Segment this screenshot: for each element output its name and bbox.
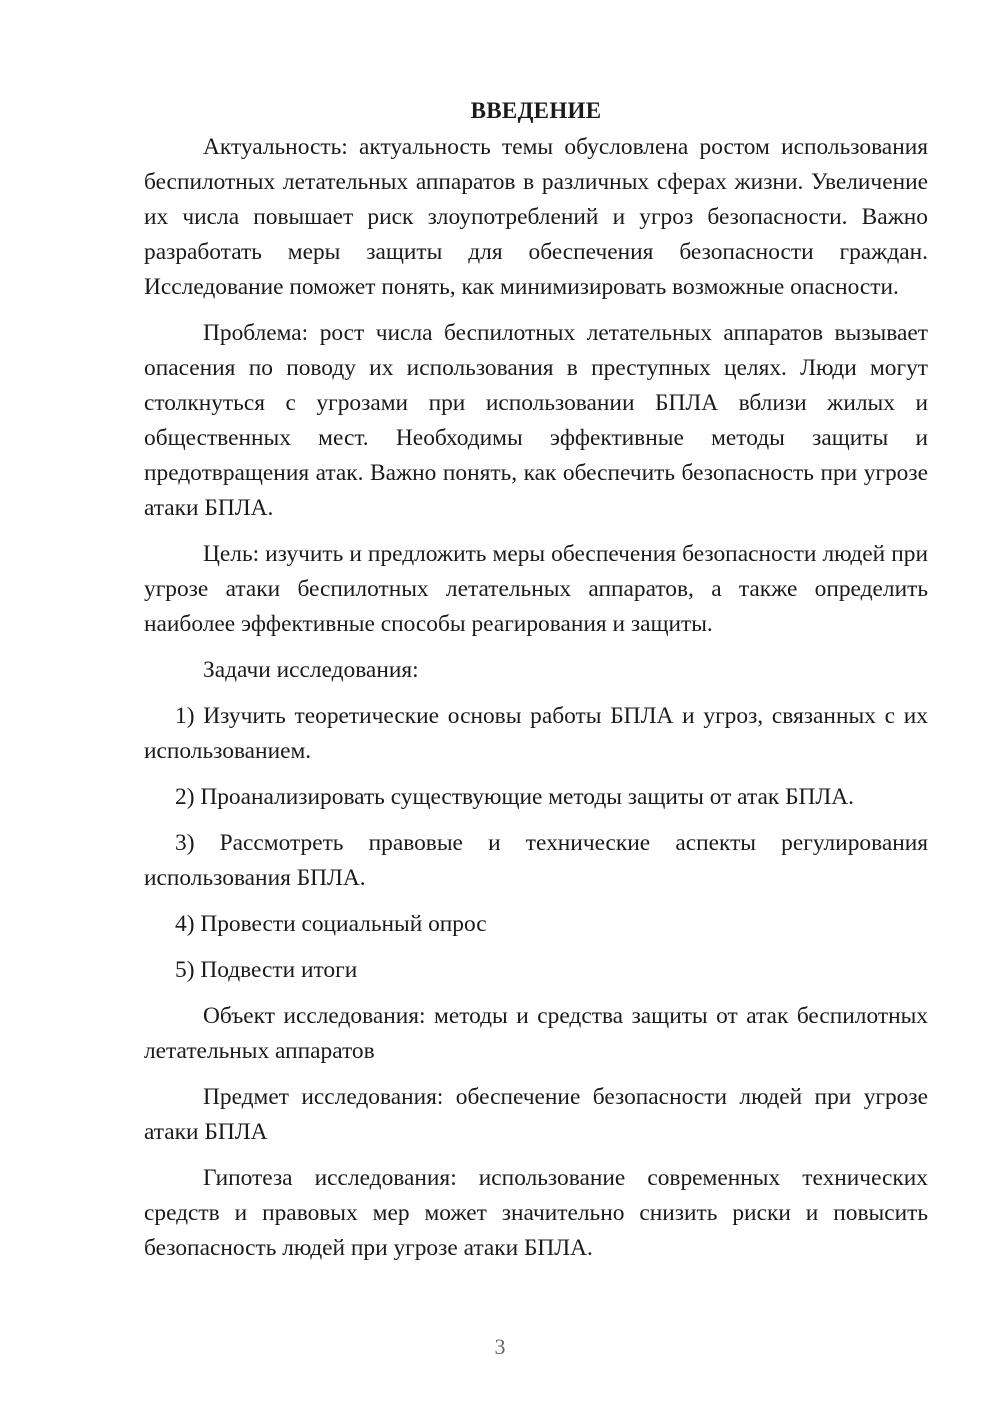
task-item-2: 2) Проанализировать существующие методы защиты от атак БПЛА. — [175, 784, 854, 810]
paragraph-goal: Цель: изучить и предложить меры обеспечения безопасности людей при угрозе атаки беспилотных летательных аппаратов, а также определить наиболее эффективные способы реагирования и защиты. — [144, 541, 928, 637]
paragraph-hypothesis: Гипотеза исследования: использование современных технических средств и правовых мер может значительно снизить риски и повысить безопасность людей при угрозе атаки БПЛА. — [144, 1165, 928, 1261]
task-item-3: 3) Рассмотреть правовые и технические аспекты регулирования использования БПЛА. — [144, 830, 928, 891]
task-item-5: 5) Подвести итоги — [175, 957, 358, 983]
paragraph-tasks-heading: Задачи исследования: — [203, 657, 419, 683]
document-page — [144, 96, 928, 1277]
task-item-1: 1) Изучить теоретические основы работы БПЛА и угроз, связанных с их использованием. — [144, 703, 928, 764]
paragraph-relevance: Актуальность: актуальность темы обусловлена ростом использования беспилотных летательных аппаратов в различных сферах жизни. Увеличение их числа повышает риск злоупотреблений и угроз безопасности. Важно разработать меры защиты для обеспечения безопасности граждан. Исследование поможет понять, как минимизировать возможные опасности. — [144, 134, 928, 300]
paragraph-subject: Предмет исследования: обеспечение безопасности людей при угрозе атаки БПЛА — [144, 1084, 928, 1145]
paragraph-object: Объект исследования: методы и средства защиты от атак беспилотных летательных аппаратов — [144, 1003, 928, 1064]
task-item-4: 4) Провести социальный опрос — [175, 911, 487, 937]
paragraph-problem: Проблема: рост числа беспилотных летательных аппаратов вызывает опасения по поводу их использования в преступных целях. Люди могут столкнуться с угрозами при использовании БПЛА вблизи жилых и общественных мест. Необходимы эффективные методы защиты и предотвращения атак. Важно понять, как обеспечить безопасность при угрозе атаки БПЛА. — [144, 320, 928, 521]
page-number: 3 — [494, 1334, 506, 1359]
section-title: ВВЕДЕНИЕ — [470, 98, 602, 123]
